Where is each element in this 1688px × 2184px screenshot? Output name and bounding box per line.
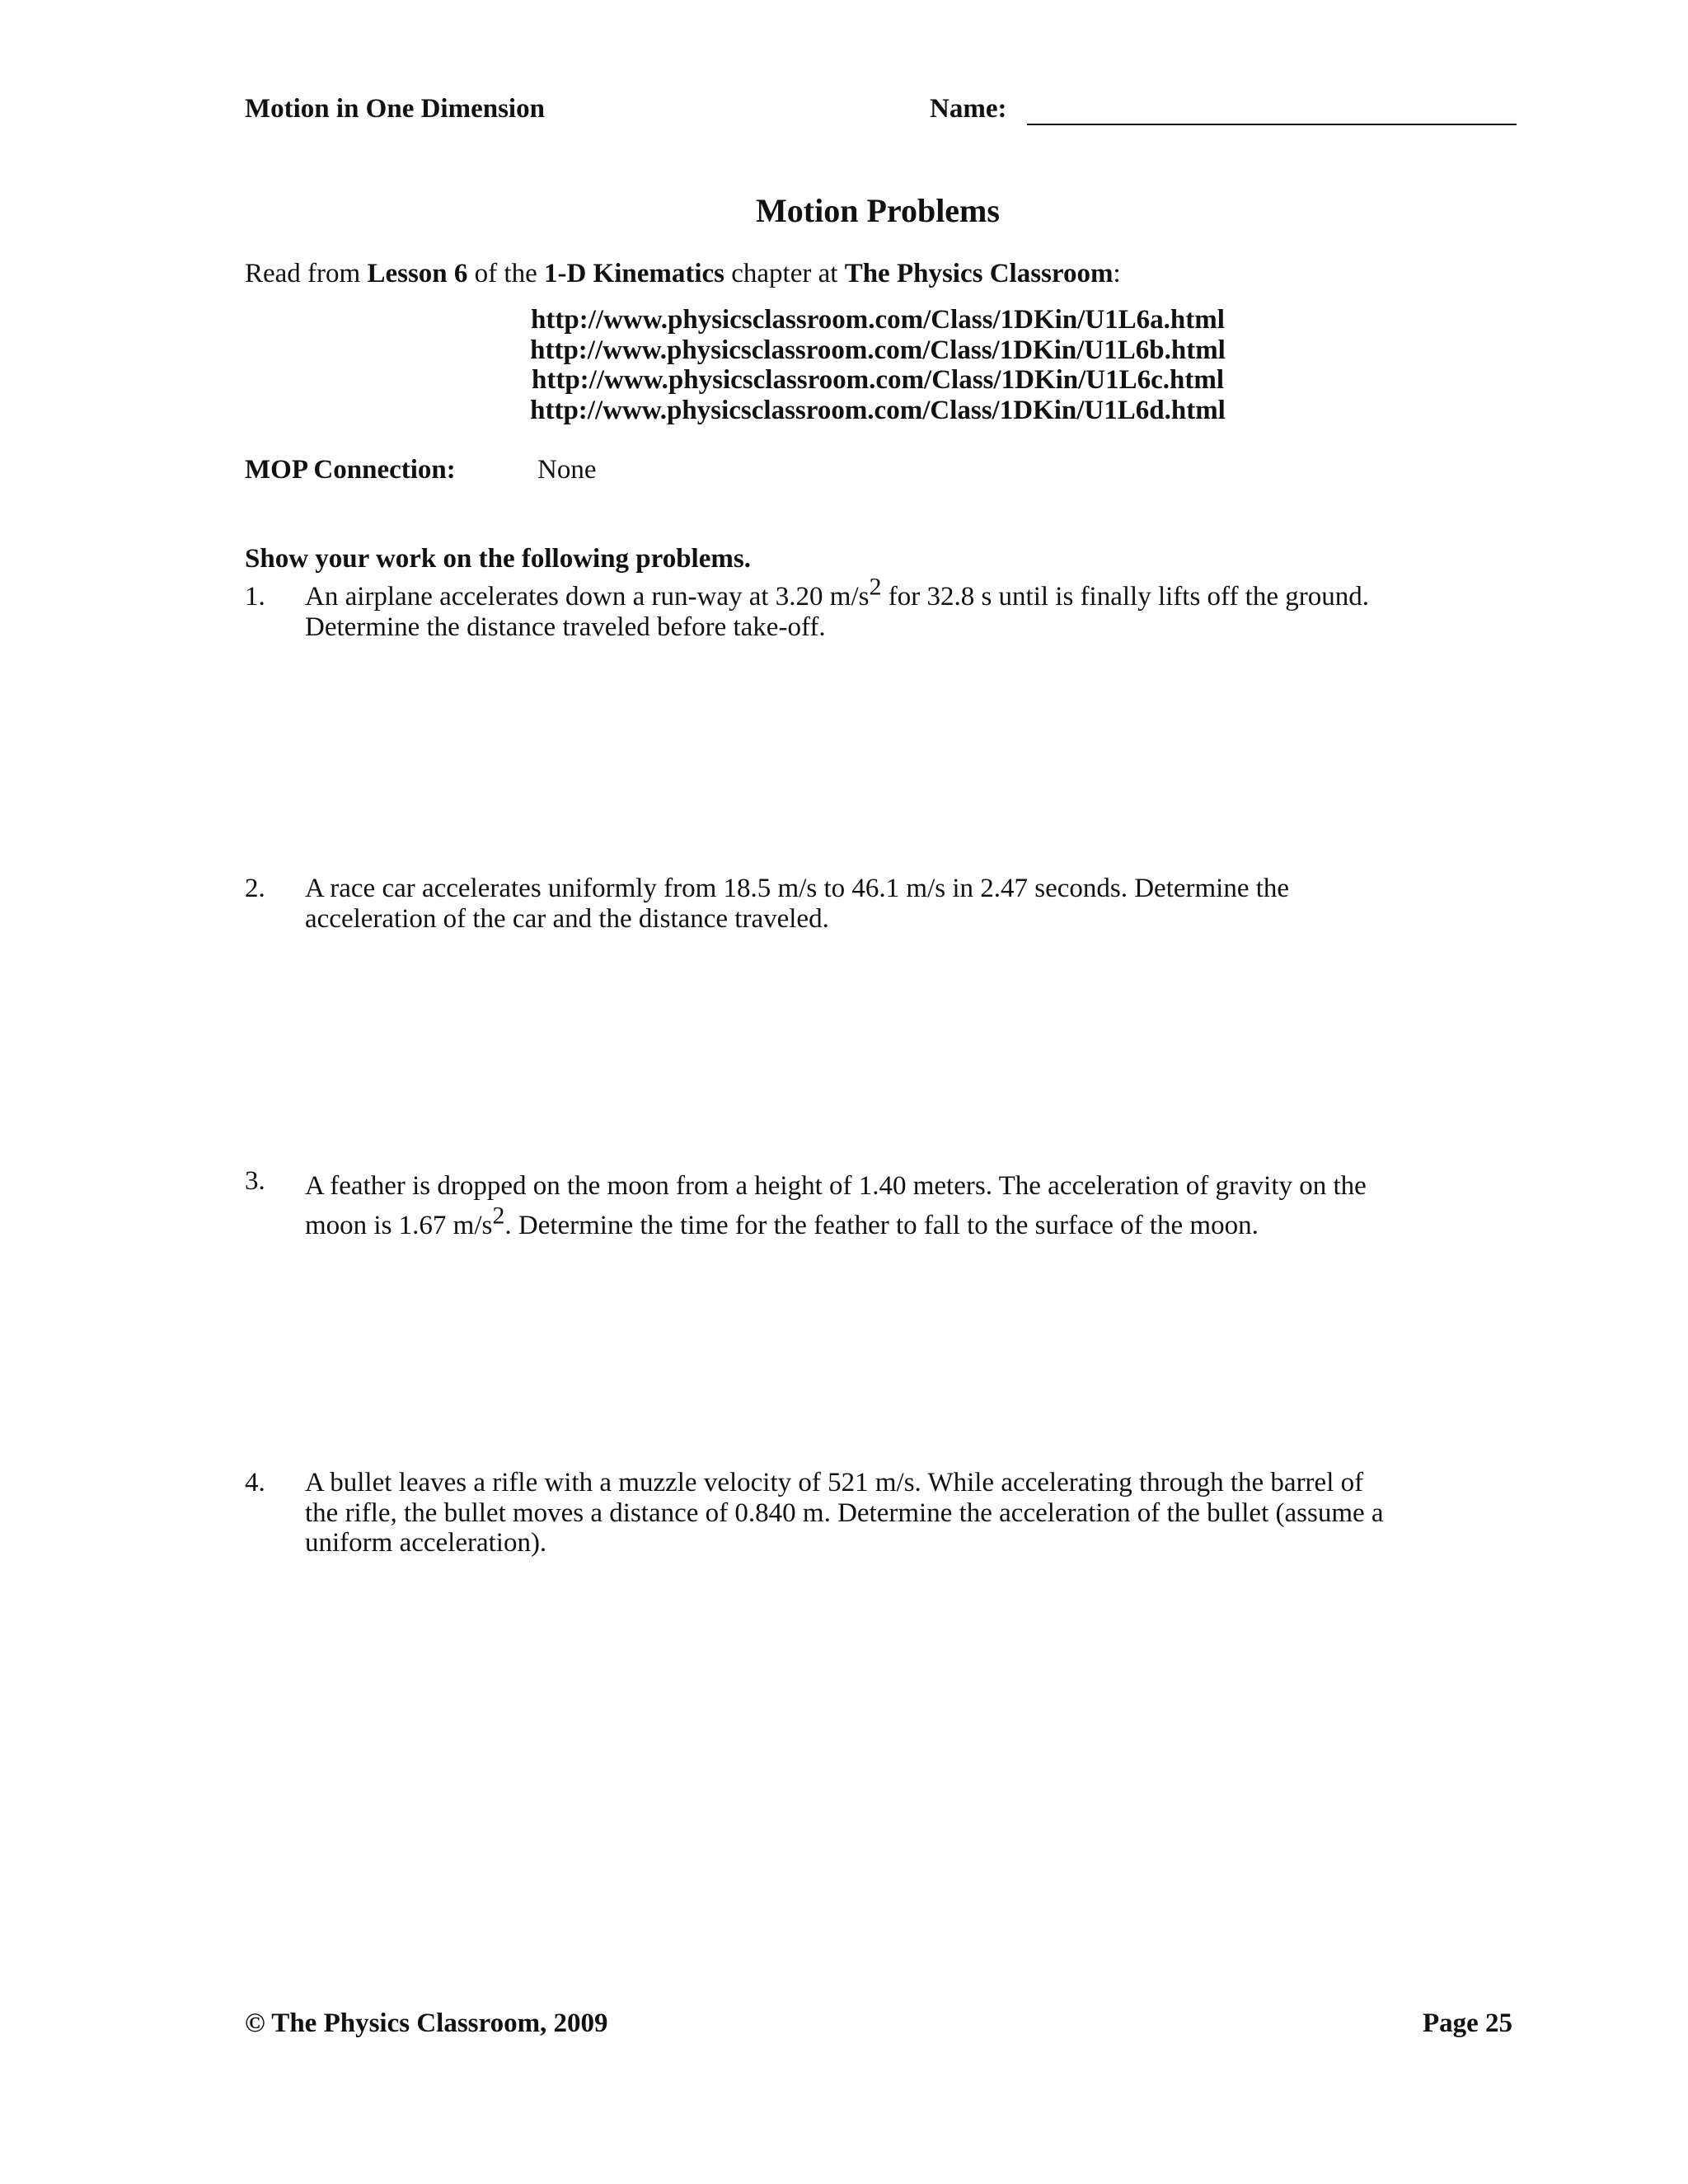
reading-instruction: [245, 259, 1121, 289]
superscript: 2: [492, 1202, 505, 1230]
problem-number: 1.: [245, 582, 265, 612]
problem-text: [305, 1166, 1367, 1245]
work-instructions: Show your work on the following problems.: [245, 544, 751, 574]
chapter-ref: 1-D Kinematics: [543, 259, 725, 288]
copyright-footer: © The Physics Classroom, 2009: [245, 2008, 608, 2038]
problem-text-line: A feather is dropped on the moon from a height of 1.40 meters. The acceleration of gravity on the: [305, 1171, 1367, 1201]
reading-of-the: of the: [467, 259, 544, 288]
url-link[interactable]: http://www.physicsclassroom.com/Class/1DKin/U1L6d.html: [530, 395, 1226, 425]
problem-text-line: acceleration of the car and the distance traveled.: [305, 903, 829, 934]
url-link[interactable]: http://www.physicsclassroom.com/Class/1DKin/U1L6a.html: [531, 305, 1225, 335]
page-title: Motion Problems: [756, 192, 1000, 229]
superscript: 2: [869, 573, 882, 601]
reading-prefix: Read from: [245, 259, 368, 288]
name-blank-line[interactable]: [1027, 124, 1517, 125]
problem-text: [305, 573, 1369, 642]
problem-number: 2.: [245, 874, 265, 903]
url-link[interactable]: http://www.physicsclassroom.com/Class/1DKin/U1L6c.html: [531, 365, 1225, 395]
name-label: Name:: [930, 94, 1007, 124]
problem-number: 3.: [245, 1166, 265, 1196]
mop-connection-label: MOP Connection:: [245, 455, 456, 485]
reading-colon: :: [1113, 259, 1121, 288]
problem-text-line: A bullet leaves a rifle with a muzzle velocity of 521 m/s. While accelerating through the barrel of: [305, 1468, 1364, 1497]
problem-text-line: Determine the distance traveled before take-off.: [305, 612, 826, 642]
problem-text-part: An airplane accelerates down a run-way at 3.20 m/s: [305, 582, 870, 612]
page-number: Page 25: [1423, 2008, 1513, 2038]
reading-chapter-at: chapter at: [724, 259, 845, 288]
problem-text-part: . Determine the time for the feather to fall to the surface of the moon.: [504, 1211, 1259, 1240]
problem-text-line: uniform acceleration).: [305, 1528, 547, 1558]
chapter-header: Motion in One Dimension: [245, 94, 545, 124]
problem-text-line: the rifle, the bullet moves a distance of 0.840 m. Determine the acceleration of the bullet (assume a: [305, 1497, 1384, 1528]
lesson-ref: Lesson 6: [367, 259, 468, 288]
problem-text-part: moon is 1.67 m/s: [305, 1211, 493, 1240]
problem-text-line: A race car accelerates uniformly from 18.5 m/s to 46.1 m/s in 2.47 seconds. Determine the: [305, 874, 1290, 903]
problem-text: [305, 1468, 1384, 1558]
url-link[interactable]: http://www.physicsclassroom.com/Class/1DKin/U1L6b.html: [530, 335, 1226, 365]
problem-text-part: for 32.8 s until is finally lifts off the ground.: [881, 582, 1369, 612]
mop-connection-value: None: [537, 455, 597, 485]
problem-number: 4.: [245, 1468, 265, 1497]
site-ref: The Physics Classroom: [844, 259, 1114, 288]
problem-text: [305, 874, 1289, 934]
url-list: [0, 305, 1688, 425]
